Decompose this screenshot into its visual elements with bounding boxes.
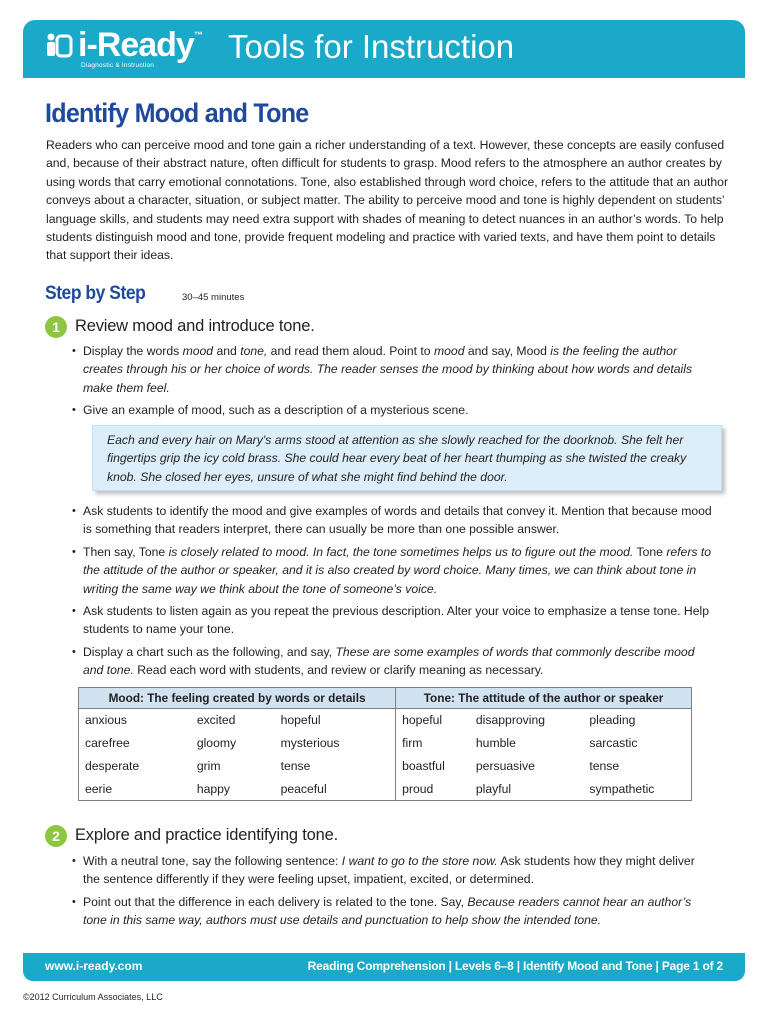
table-cell: sarcastic bbox=[583, 732, 691, 755]
copyright: ©2012 Curriculum Associates, LLC bbox=[23, 992, 163, 1002]
footer-bar bbox=[23, 953, 745, 981]
step-2-bullets bbox=[72, 852, 712, 934]
table-cell: persuasive bbox=[475, 759, 535, 773]
step-1-bullets-a bbox=[72, 342, 712, 424]
website-link[interactable]: www.i-ready.com bbox=[45, 959, 143, 973]
list-item: • Point out that the difference in each delivery is related to the tone. Say, Because readers cannot hear an author’s tone in this same way, authors must use details and punctuation to help show the intended tone. bbox=[72, 893, 712, 930]
step-1-bullets-b bbox=[72, 502, 712, 684]
table-cell: mysterious bbox=[275, 732, 396, 755]
table-cell: peaceful bbox=[275, 778, 396, 801]
table-row bbox=[79, 778, 692, 801]
table-cell: anxious bbox=[79, 709, 191, 732]
step-2-title: Explore and practice identifying tone. bbox=[75, 826, 338, 844]
tone-column-header: Tone: The attitude of the author or speaker bbox=[396, 688, 692, 709]
example-passage-box: Each and every hair on Mary’s arms stood at attention as she slowly reached for the doorknob. She felt her fingertips grip the icy cold brass. She could hear every beat of her heart thumping as she twisted the creaky knob. She closed her eyes, unsure of what she might find behind the door. bbox=[92, 425, 722, 491]
header-bar bbox=[23, 20, 745, 78]
table-cell: happy bbox=[191, 778, 275, 801]
step-1-title: Review mood and introduce tone. bbox=[75, 317, 315, 335]
table-cell: hopeful bbox=[402, 713, 443, 728]
table-cell: pleading bbox=[583, 709, 691, 732]
footer-page-info: Reading Comprehension | Levels 6–8 | Identify Mood and Tone | Page 1 of 2 bbox=[307, 959, 723, 973]
brand-name: i-Ready™ bbox=[78, 26, 202, 64]
step-1-number-badge: 1 bbox=[45, 316, 67, 338]
list-item: • Display a chart such as the following, and say, These are some examples of words that commonly describe mood and tone. Read each word with students, and review or clarify meaning as necessary. bbox=[72, 643, 712, 680]
i-ready-logo-icon bbox=[47, 33, 73, 59]
table-cell: grim bbox=[196, 759, 221, 773]
mood-column-header: Mood: The feeling created by words or details bbox=[79, 688, 396, 709]
list-item: • With a neutral tone, say the following sentence: I want to go to the store now. Ask students how they might deliver the sentence differently if they were feeling upset, impatient, excited, or determined. bbox=[72, 852, 712, 889]
brand-subtitle: Diagnostic & Instruction bbox=[81, 62, 155, 69]
table-row bbox=[79, 709, 692, 732]
duration-label: 30–45 minutes bbox=[182, 292, 245, 303]
table-cell: proud bbox=[396, 778, 470, 801]
table-cell: tense bbox=[583, 755, 691, 778]
table-cell: disapproving bbox=[475, 713, 546, 728]
table-row bbox=[79, 755, 692, 778]
table-cell: gloomy bbox=[196, 736, 237, 750]
step-by-step-heading: Step by Step bbox=[45, 283, 146, 304]
page-title: Identify Mood and Tone bbox=[45, 98, 309, 128]
list-item: • Display the words mood and tone, and read them aloud. Point to mood and say, Mood is the feeling the author creates through his or her choice of words. The reader senses the mood by thinking about how words and details make them feel. bbox=[72, 342, 712, 397]
list-item: • Ask students to listen again as you repeat the previous description. Alter your voice to emphasize a tense tone. Help students to name your tone. bbox=[72, 602, 712, 639]
step-2-number-badge: 2 bbox=[45, 825, 67, 847]
list-item: • Ask students to identify the mood and give examples of words and details that convey it. Mention that because mood is something that readers interpret, there can usually be more than one possible answer. bbox=[72, 502, 712, 539]
table-cell: desperate bbox=[79, 755, 191, 778]
list-item: • Give an example of mood, such as a description of a mysterious scene. bbox=[72, 401, 712, 419]
table-cell: hopeful bbox=[275, 709, 396, 732]
table-cell: playful bbox=[470, 778, 583, 801]
table-cell: boastful bbox=[402, 759, 445, 773]
mood-tone-table bbox=[78, 687, 692, 801]
intro-paragraph: Readers who can perceive mood and tone gain a richer understanding of a text. However, these concepts are easily confused and, because of their abstract nature, often difficult for students to grasp. Mood refers to the atmosphere an author creates by using words that carry emotional connotations. Tone, also established through word choice, refers to the attitude that an author conveys about a character, situation, or subject matter. The ability to perceive mood and tone is highly dependent on students’ language skills, and students may need extra support with shades of meaning to detect nuances in an author’s words. To help students distinguish mood and tone, provide frequent modeling and practice with varied texts, and have them point to details that support their ideas. bbox=[46, 138, 729, 263]
table-cell: firm bbox=[402, 736, 423, 750]
table-row bbox=[79, 732, 692, 755]
table-cell: carefree bbox=[79, 732, 191, 755]
list-item: • Then say, Tone is closely related to mood. In fact, the tone sometimes helps us to figure out the mood. Tone refers to the attitude of the author or speaker, and it is also created by word choice. Many times, we can think about tone in writing the same way we think about the tone of someone’s voice. bbox=[72, 543, 712, 598]
header-title: Tools for Instruction bbox=[228, 28, 515, 65]
table-cell: humble bbox=[475, 736, 516, 750]
table-cell: excited bbox=[196, 713, 236, 728]
table-cell: eerie bbox=[79, 778, 191, 801]
table-cell: tense bbox=[275, 755, 396, 778]
table-cell: sympathetic bbox=[583, 778, 691, 801]
